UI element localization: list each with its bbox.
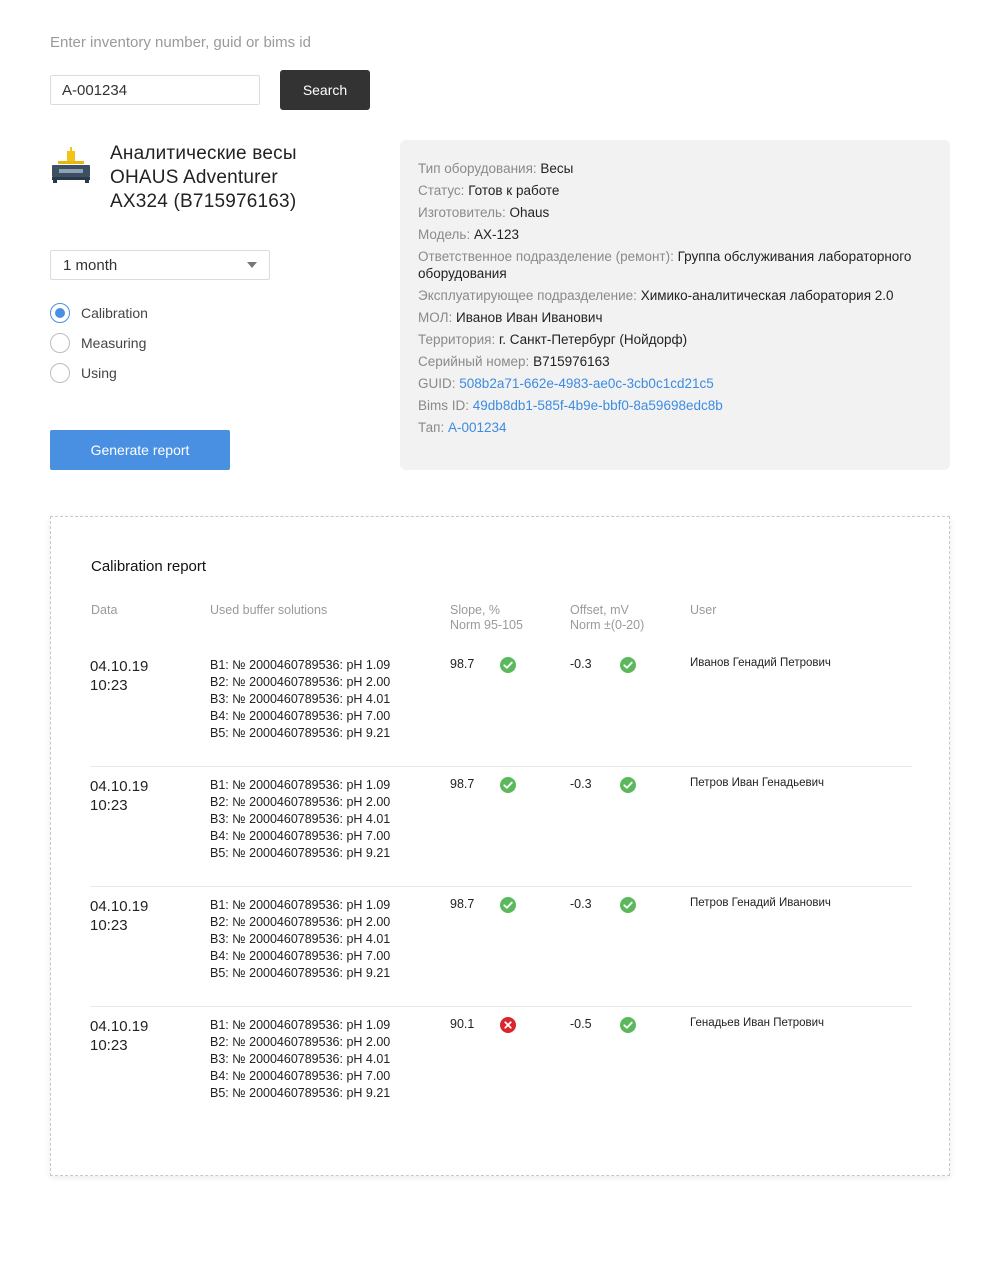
row-buffers xyxy=(210,657,390,742)
buffer-solution: B1: № 2000460789536: pH 1.09 xyxy=(210,658,391,672)
row-offset: -0.5 xyxy=(570,1017,592,1031)
info-key: Bims ID: xyxy=(418,398,470,413)
bims-id-link[interactable]: 49db8db1-585f-4b9e-bbf0-8a59698edc8b xyxy=(472,398,723,413)
table-row xyxy=(90,1007,912,1127)
row-user: Генадьев Иван Петрович xyxy=(690,1017,825,1029)
info-value: Готов к работе xyxy=(468,183,560,198)
row-user: Иванов Генадий Петрович xyxy=(690,657,831,669)
info-key: Тап: xyxy=(418,420,445,435)
buffer-solution: B1: № 2000460789536: pH 1.09 xyxy=(210,1018,391,1032)
row-offset: -0.3 xyxy=(570,657,592,671)
info-value: Ohaus xyxy=(509,205,550,220)
row-offset: -0.3 xyxy=(570,897,592,911)
info-key: Изготовитель: xyxy=(418,205,506,220)
info-key: Модель: xyxy=(418,227,471,242)
info-value: Весы xyxy=(540,161,574,176)
info-row xyxy=(418,248,932,282)
info-row xyxy=(418,226,932,243)
column-header-buffers: Used buffer solutions xyxy=(210,603,328,617)
check-circle-icon xyxy=(620,657,636,673)
info-key: Территория: xyxy=(418,332,496,347)
info-row xyxy=(418,204,932,221)
info-key: GUID: xyxy=(418,376,456,391)
radio-calibration[interactable] xyxy=(50,298,148,328)
row-date-time: 10:23 xyxy=(90,1037,128,1054)
tap-link[interactable]: A-001234 xyxy=(447,420,507,435)
report-rows xyxy=(90,647,912,1127)
error-circle-icon xyxy=(500,1017,516,1033)
column-header-offset xyxy=(570,603,644,633)
buffer-solution: B4: № 2000460789536: pH 7.00 xyxy=(210,829,391,843)
info-row xyxy=(418,375,932,392)
report-type-radio-group xyxy=(50,298,148,388)
info-row xyxy=(418,182,932,199)
column-header-offset-label: Offset, mV xyxy=(570,603,629,617)
row-slope: 90.1 xyxy=(450,1017,475,1031)
buffer-solution: B3: № 2000460789536: pH 4.01 xyxy=(210,812,391,826)
period-select[interactable] xyxy=(50,250,270,280)
chevron-down-icon xyxy=(247,262,257,268)
row-buffers xyxy=(210,777,390,862)
row-date xyxy=(90,1017,180,1055)
row-date xyxy=(90,897,180,935)
row-date xyxy=(90,777,180,815)
radio-label: Calibration xyxy=(81,305,148,321)
buffer-solution: B2: № 2000460789536: pH 2.00 xyxy=(210,675,391,689)
equipment-info-panel xyxy=(400,140,950,470)
buffer-solution: B5: № 2000460789536: pH 9.21 xyxy=(210,1086,391,1100)
row-date-day: 04.10.19 xyxy=(90,778,149,795)
info-key: Серийный номер: xyxy=(418,354,530,369)
buffer-solution: B5: № 2000460789536: pH 9.21 xyxy=(210,726,391,740)
device-title xyxy=(110,142,370,214)
info-value: Иванов Иван Иванович xyxy=(455,310,603,325)
radio-using[interactable] xyxy=(50,358,148,388)
generate-report-button[interactable]: Generate report xyxy=(50,430,230,470)
search-input[interactable] xyxy=(50,75,260,105)
info-row xyxy=(418,160,932,177)
buffer-solution: B4: № 2000460789536: pH 7.00 xyxy=(210,1069,391,1083)
check-circle-icon xyxy=(620,897,636,913)
table-row xyxy=(90,887,912,1007)
period-select-value: 1 month xyxy=(63,256,118,274)
buffer-solution: B2: № 2000460789536: pH 2.00 xyxy=(210,795,391,809)
info-row xyxy=(418,419,932,436)
column-header-date: Data xyxy=(91,603,118,617)
row-offset: -0.3 xyxy=(570,777,592,791)
row-slope: 98.7 xyxy=(450,897,475,911)
row-slope: 98.7 xyxy=(450,657,475,671)
search-button[interactable]: Search xyxy=(280,70,370,110)
buffer-solution: B5: № 2000460789536: pH 9.21 xyxy=(210,966,391,980)
radio-button[interactable] xyxy=(50,303,70,323)
guid-link[interactable]: 508b2a71-662e-4983-ae0c-3cb0c1cd21c5 xyxy=(459,376,714,391)
column-header-slope-label: Slope, % xyxy=(450,603,501,617)
row-user: Петров Иван Генадьевич xyxy=(690,777,825,789)
info-value: Химико-аналитическая лаборатория 2.0 xyxy=(640,288,894,303)
buffer-solution: B4: № 2000460789536: pH 7.00 xyxy=(210,709,391,723)
device-title-line: AX324 (B715976163) xyxy=(110,191,297,212)
info-value: Группа обслуживания лабораторного оборудования xyxy=(418,249,912,281)
column-header-slope-norm: Norm 95-105 xyxy=(450,618,523,632)
check-circle-icon xyxy=(500,777,516,793)
scale-icon xyxy=(50,144,92,184)
radio-button[interactable] xyxy=(50,333,70,353)
radio-label: Using xyxy=(81,365,117,381)
row-date-time: 10:23 xyxy=(90,677,128,694)
buffer-solution: B1: № 2000460789536: pH 1.09 xyxy=(210,898,391,912)
info-row xyxy=(418,287,932,304)
calibration-report xyxy=(50,516,950,1176)
row-slope: 98.7 xyxy=(450,777,475,791)
row-date-day: 04.10.19 xyxy=(90,658,149,675)
buffer-solution: B4: № 2000460789536: pH 7.00 xyxy=(210,949,391,963)
buffer-solution: B5: № 2000460789536: pH 9.21 xyxy=(210,846,391,860)
info-key: Ответственное подразделение (ремонт): xyxy=(418,249,674,264)
buffer-solution: B2: № 2000460789536: pH 2.00 xyxy=(210,915,391,929)
info-value: B715976163 xyxy=(533,354,610,369)
column-header-slope xyxy=(450,603,523,633)
info-value: г. Санкт-Петербург (Нойдорф) xyxy=(498,332,688,347)
buffer-solution: B2: № 2000460789536: pH 2.00 xyxy=(210,1035,391,1049)
buffer-solution: B1: № 2000460789536: pH 1.09 xyxy=(210,778,391,792)
row-date-time: 10:23 xyxy=(90,917,128,934)
column-header-user: User xyxy=(690,603,717,617)
info-row xyxy=(418,309,932,326)
buffer-solution: B3: № 2000460789536: pH 4.01 xyxy=(210,932,391,946)
table-row xyxy=(90,767,912,887)
info-key: Статус: xyxy=(418,183,465,198)
column-header-offset-norm: Norm ±(0-20) xyxy=(570,618,645,632)
row-date xyxy=(90,657,180,695)
search-label: Enter inventory number, guid or bims id xyxy=(50,34,311,51)
row-buffers xyxy=(210,897,390,982)
info-key: Эксплуатирующее подразделение: xyxy=(418,288,637,303)
info-row xyxy=(418,331,932,348)
info-row xyxy=(418,397,932,414)
buffer-solution: B3: № 2000460789536: pH 4.01 xyxy=(210,692,391,706)
report-title: Calibration report xyxy=(91,558,207,575)
row-date-time: 10:23 xyxy=(90,797,128,814)
buffer-solution: B3: № 2000460789536: pH 4.01 xyxy=(210,1052,391,1066)
row-user: Петров Генадий Иванович xyxy=(690,897,831,909)
check-circle-icon xyxy=(500,657,516,673)
radio-measuring[interactable] xyxy=(50,328,148,358)
row-date-day: 04.10.19 xyxy=(90,1018,149,1035)
row-buffers xyxy=(210,1017,390,1102)
check-circle-icon xyxy=(500,897,516,913)
table-row xyxy=(90,647,912,767)
info-key: Тип оборудования: xyxy=(418,161,537,176)
info-row xyxy=(418,353,932,370)
row-date-day: 04.10.19 xyxy=(90,898,149,915)
device-title-line: Аналитические весы xyxy=(110,143,297,164)
check-circle-icon xyxy=(620,1017,636,1033)
info-key: МОЛ: xyxy=(418,310,453,325)
info-value: AX-123 xyxy=(473,227,520,242)
radio-button[interactable] xyxy=(50,363,70,383)
radio-label: Measuring xyxy=(81,335,147,351)
check-circle-icon xyxy=(620,777,636,793)
device-title-line: OHAUS Adventurer xyxy=(110,167,278,188)
